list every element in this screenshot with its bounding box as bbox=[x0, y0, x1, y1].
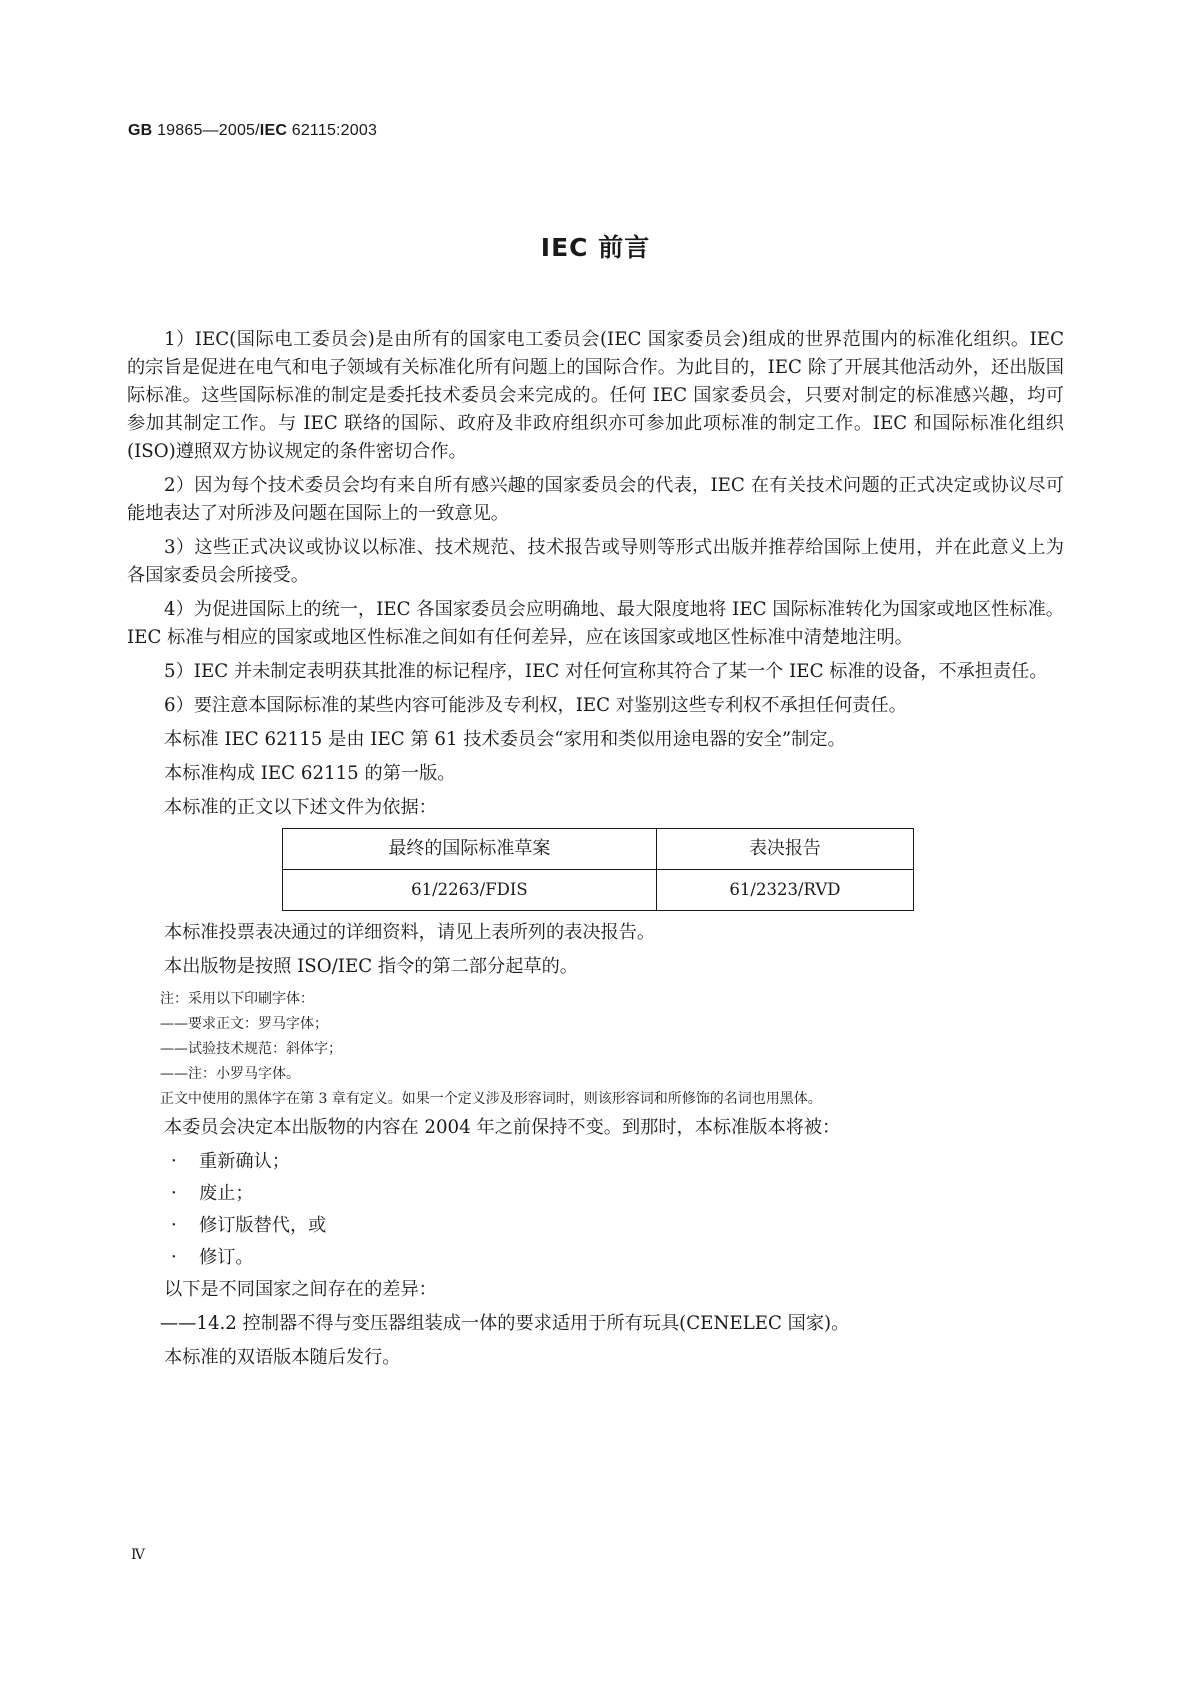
table-row bbox=[283, 870, 914, 911]
statement-committee: 本标准 IEC 62115 是由 IEC 第 61 技术委员会“家用和类似用途电器的安全”制定。 bbox=[164, 729, 846, 750]
bullet-icon: · bbox=[171, 1215, 177, 1236]
table-cell-rvd: 61/2323/RVD bbox=[656, 870, 913, 911]
list-item-text: 重新确认； bbox=[199, 1151, 290, 1172]
list-item-text: 修订版替代，或 bbox=[199, 1215, 327, 1236]
table-header-fdis: 最终的国际标准草案 bbox=[283, 829, 657, 870]
closing-statement: 本标准的双语版本随后发行。 bbox=[164, 1347, 401, 1368]
note-test-specs: ——试验技术规范：斜体字； bbox=[160, 1041, 342, 1057]
bullet-icon: · bbox=[171, 1183, 177, 1204]
page-number: Ⅳ bbox=[131, 1547, 145, 1563]
note-requirements: ——要求正文：罗马字体； bbox=[160, 1016, 328, 1032]
list-item bbox=[127, 1148, 1064, 1176]
std-number-main: 19865—2005/ bbox=[157, 122, 260, 139]
list-item bbox=[127, 1244, 1064, 1272]
std-iec-number: 62115:2003 bbox=[291, 122, 378, 139]
note-bold-terms: 正文中使用的黑体字在第 3 章有定义。如果一个定义涉及形容词时，则该形容词和所修饰的名词也用黑体。 bbox=[160, 1091, 822, 1107]
table-cell-fdis: 61/2263/FDIS bbox=[283, 870, 657, 911]
list-item bbox=[127, 1212, 1064, 1240]
bullet-icon: · bbox=[171, 1247, 177, 1268]
statement-basis: 本标准的正文以下述文件为依据： bbox=[164, 797, 437, 818]
drafting-rules: 本出版物是按照 ISO/IEC 指令的第二部分起草的。 bbox=[164, 956, 578, 977]
table-header-row bbox=[283, 829, 914, 870]
paragraph-2: 2）因为每个技术委员会均有来自所有感兴趣的国家委员会的代表，IEC 在有关技术问题的正式决定或协议尽可能地表达了对所涉及问题在国际上的一致意见。 bbox=[127, 475, 1064, 524]
standard-number bbox=[128, 122, 377, 140]
statement-edition: 本标准构成 IEC 62115 的第一版。 bbox=[164, 763, 456, 784]
note-typefaces: 注：采用以下印刷字体： bbox=[160, 991, 314, 1007]
difference-item: ——14.2 控制器不得与变压器组装成一体的要求适用于所有玩具(CENELEC 国家)。 bbox=[160, 1313, 850, 1334]
std-prefix-iec: IEC bbox=[259, 122, 288, 139]
voting-documents-table bbox=[282, 828, 914, 911]
list-item-text: 废止； bbox=[199, 1183, 254, 1204]
paragraph-5: 5）IEC 并未制定表明获其批准的标记程序，IEC 对任何宣称其符合了某一个 IEC 标准的设备，不承担责任。 bbox=[164, 661, 1048, 682]
bullet-icon: · bbox=[171, 1151, 177, 1172]
paragraph-1: 1）IEC(国际电工委员会)是由所有的国家电工委员会(IEC 国家委员会)组成的世界范围内的标准化组织。IEC 的宗旨是促进在电气和电子领域有关标准化所有问题上的国际合作。为此目的，IEC 除了开展其他活动外，还出版国际标准。这些国际标准的制定是委托技术委员会来完成的。任何 IEC 国家委员会，只要对制定的标准感兴趣，均可参加其制定工作。与 IEC 联络的国际、政府及非政府组织亦可参加此项标准的制定工作。IEC 和国际标准化组织(ISO)遵照双方协议规定的条件密切合作。 bbox=[127, 329, 1064, 462]
differences-intro: 以下是不同国家之间存在的差异： bbox=[164, 1279, 437, 1300]
paragraph-4: 4）为促进国际上的统一，IEC 各国家委员会应明确地、最大限度地将 IEC 国际标准转化为国家或地区性标准。IEC 标准与相应的国家或地区性标准之间如有任何差异，应在该国家或地区性标准中清楚地注明。 bbox=[127, 599, 1064, 648]
voting-details: 本标准投票表决通过的详细资料，请见上表所列的表决报告。 bbox=[164, 922, 656, 943]
table-header-rvd: 表决报告 bbox=[656, 829, 913, 870]
paragraph-6: 6）要注意本国际标准的某些内容可能涉及专利权，IEC 对鉴别这些专利权不承担任何责任。 bbox=[164, 695, 907, 716]
document-body bbox=[127, 326, 1064, 1378]
list-item-text: 修订。 bbox=[199, 1247, 254, 1268]
page-title: IEC 前言 bbox=[540, 233, 651, 262]
paragraph-3: 3）这些正式决议或协议以标准、技术规范、技术报告或导则等形式出版并推荐给国际上使用，并在此意义上为各国家委员会所接受。 bbox=[127, 537, 1064, 586]
std-prefix-gb: GB bbox=[128, 122, 153, 139]
note-notes: ——注：小罗马字体。 bbox=[160, 1066, 300, 1082]
maintenance-intro: 本委员会决定本出版物的内容在 2004 年之前保持不变。到那时，本标准版本将被： bbox=[164, 1117, 841, 1138]
list-item bbox=[127, 1180, 1064, 1208]
